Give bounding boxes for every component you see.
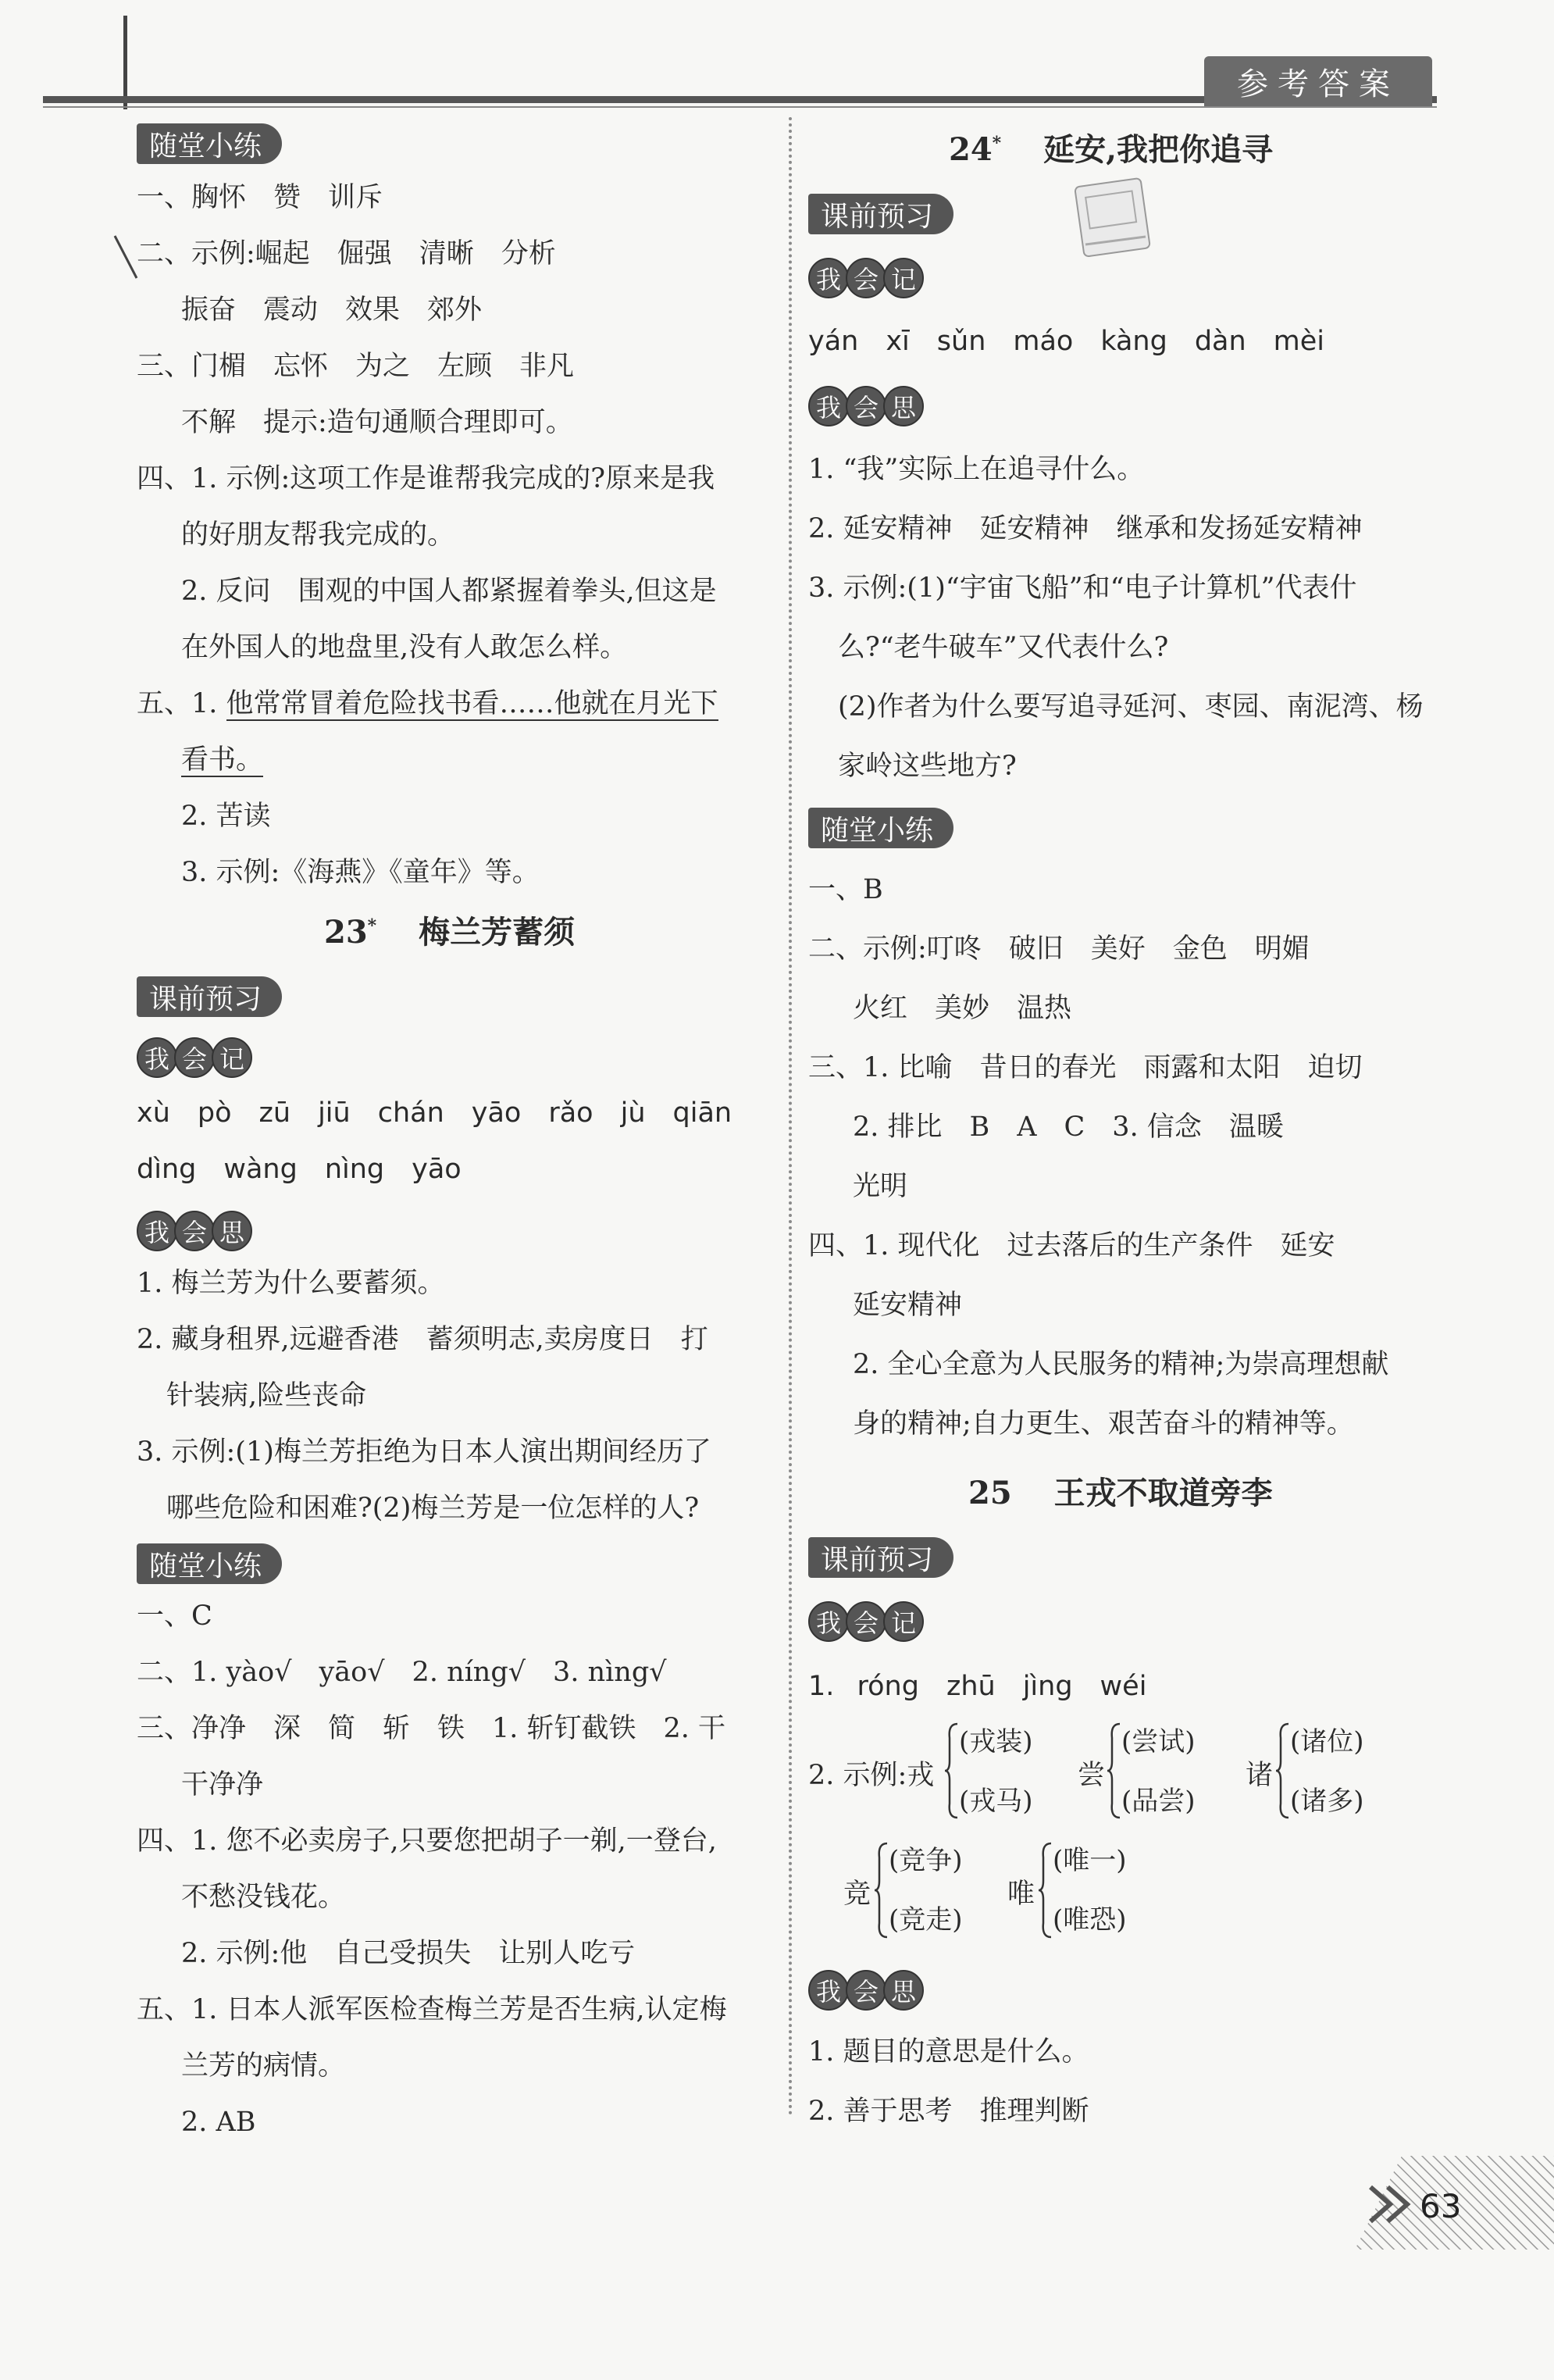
lesson-title-text: 王戎不取道旁李 [1053, 1475, 1273, 1511]
answer-line: 么?“老牛破车”又代表什么? [838, 632, 1169, 663]
lesson-title-23 [324, 908, 575, 952]
header-margin-line [123, 16, 127, 109]
answer-line: 二、1. yào√ yāo√ 2. níng√ 3. nìng√ [137, 1657, 667, 1688]
brace-icon [1274, 1722, 1290, 1820]
tag-char: 记 [212, 1037, 252, 1078]
tag-char: 记 [883, 1601, 924, 1642]
brace-char: 竞 [843, 1879, 871, 1910]
brace-item: (竞争) [889, 1845, 963, 1876]
answer-line: (2)作者为什么要写追寻延河、枣园、南泥湾、杨 [838, 691, 1424, 723]
answer-line: 家岭这些地方? [838, 751, 1017, 782]
answer-line: 火红 美妙 温热 [853, 993, 1072, 1024]
answer-line: 振奋 震动 效果 郊外 [181, 294, 483, 326]
answer-line: 不解 提示:造句通顺合理即可。 [181, 407, 573, 438]
lesson-title-25 [968, 1468, 1273, 1513]
answer-line: 哪些危险和困难?(2)梅兰芳是一位怎样的人? [166, 1493, 700, 1524]
answer-prefix: 五、1. [137, 688, 226, 719]
lesson-mark: * [367, 915, 377, 937]
answer-line: 干净净 [181, 1769, 264, 1800]
answer-line [137, 686, 718, 722]
section-tag-preview: 课前预习 [808, 1537, 953, 1578]
answer-line: 五、1. 日本人派军医检查梅兰芳是否生病,认定梅 [137, 1994, 727, 2025]
tag-char: 记 [883, 258, 924, 298]
lesson-number: 24 [949, 131, 993, 168]
tag-char: 会 [846, 1970, 886, 2011]
subsection-tag-think [137, 1211, 249, 1251]
section-tag-practice: 随堂小练 [137, 123, 282, 164]
subsection-tag-think [808, 1970, 921, 2011]
answer-line: 四、1. 现代化 过去落后的生产条件 延安 [808, 1230, 1335, 1261]
pinyin-line: xù pò zū jiū chán yāo rǎo jù qiān [137, 1097, 732, 1129]
brace-item: (品尝) [1121, 1786, 1196, 1817]
answer-key-tag: 参考答案 [1204, 56, 1432, 106]
answer-line: 3. 示例:《海燕》《童年》等。 [181, 857, 540, 888]
brace-icon [873, 1842, 889, 1939]
answer-line: 一、胸怀 赞 训斥 [137, 182, 383, 213]
answer-line: 一、C [137, 1600, 212, 1632]
tag-char: 会 [846, 1601, 886, 1642]
subsection-tag-remember [808, 1601, 921, 1642]
answer-line: 1. 梅兰芳为什么要蓄须。 [137, 1268, 445, 1299]
tag-char: 思 [883, 386, 924, 426]
tag-char: 我 [137, 1211, 177, 1251]
tag-char: 会 [846, 386, 886, 426]
tag-char: 我 [137, 1037, 177, 1078]
tag-char: 思 [212, 1211, 252, 1251]
brace-item: (唯一) [1053, 1845, 1127, 1876]
answer-line: 3. 示例:(1)梅兰芳拒绝为日本人演出期间经历了 [137, 1436, 711, 1468]
tag-char: 会 [846, 258, 886, 298]
answer-line: 四、1. 您不必卖房子,只要您把胡子一剃,一登台, [137, 1825, 717, 1857]
brace-item: (戎装) [959, 1726, 1033, 1757]
section-tag-preview: 课前预习 [137, 976, 282, 1017]
answer-line: 2. 示例:他 自己受损失 让别人吃亏 [181, 1938, 636, 1969]
answer-line: 三、门楣 忘怀 为之 左顾 非凡 [137, 351, 575, 382]
section-tag-practice: 随堂小练 [808, 808, 953, 848]
brace-icon [1037, 1842, 1053, 1939]
answer-line: 兰芳的病情。 [181, 2050, 346, 2082]
stamp-logo [1071, 170, 1157, 272]
pinyin-line: yán xī sǔn máo kàng dàn mèi [808, 326, 1325, 357]
answer-line: 二、示例:叮咚 破旧 美好 金色 明媚 [808, 933, 1310, 965]
lesson-number: 25 [968, 1475, 1012, 1511]
tag-char: 思 [883, 1970, 924, 2011]
tag-char: 我 [808, 1970, 849, 2011]
underlined-answer: 看书。 [181, 744, 264, 776]
subsection-tag-think [808, 386, 921, 426]
answer-line: 1. “我”实际上在追寻什么。 [808, 454, 1145, 485]
answer-line: 二、示例:崛起 倔强 清晰 分析 [137, 238, 556, 269]
answer-line: 3. 示例:(1)“宇宙飞船”和“电子计算机”代表什 [808, 573, 1357, 604]
brace-char: 唯 [1007, 1879, 1035, 1910]
answer-line: 身的精神;自力更生、艰苦奋斗的精神等。 [853, 1408, 1354, 1440]
lesson-title-text: 延安,我把你追寻 [1043, 131, 1274, 168]
answer-line: 的好朋友帮我完成的。 [181, 519, 455, 551]
answer-line: 2. AB [181, 2107, 256, 2138]
tag-char: 会 [174, 1211, 215, 1251]
answer-line: 2. 延安精神 延安精神 继承和发扬延安精神 [808, 513, 1363, 544]
answer-line: 2. 全心全意为人民服务的精神;为崇高理想献 [853, 1349, 1389, 1380]
answer-line: 2. 苦读 [181, 801, 271, 832]
answer-line: 不愁没钱花。 [181, 1882, 346, 1913]
column-divider [789, 117, 792, 2117]
lesson-title-24 [949, 125, 1273, 169]
brace-char: 诸 [1246, 1760, 1274, 1791]
answer-line: 三、1. 比喻 昔日的春光 雨露和太阳 迫切 [808, 1052, 1363, 1083]
underlined-answer: 他常常冒着危险找书看……他就在月光下 [226, 688, 718, 719]
answer-line: 2. 善于思考 推理判断 [808, 2096, 1089, 2127]
answer-line [181, 742, 263, 778]
answer-line: 2. 反问 围观的中国人都紧握着拳头,但这是 [181, 576, 717, 607]
answer-line: 2. 排比 B A C 3. 信念 温暖 [853, 1111, 1284, 1143]
brace-item: (诸多) [1290, 1786, 1364, 1817]
brace-item: (竞走) [889, 1904, 963, 1936]
tag-char: 我 [808, 386, 849, 426]
lesson-mark: * [992, 133, 1002, 154]
pinyin-line: 1. róng zhū jìng wéi [808, 1671, 1147, 1702]
brace-item: (尝试) [1121, 1726, 1196, 1757]
section-tag-preview: 课前预习 [808, 194, 953, 234]
answer-line: 四、1. 示例:这项工作是谁帮我完成的?原来是我 [137, 463, 715, 494]
tag-char: 会 [174, 1037, 215, 1078]
subsection-tag-remember [137, 1037, 249, 1078]
tag-char: 我 [808, 258, 849, 298]
subsection-tag-remember [808, 258, 921, 298]
answer-line: 一、B [808, 874, 883, 905]
answer-line: 2. 藏身租界,远避香港 蓄须明志,卖房度日 打 [137, 1324, 708, 1355]
brace-item: (戎马) [959, 1786, 1033, 1817]
page-number: 63 [1420, 2187, 1462, 2225]
brace-icon [1106, 1722, 1121, 1820]
header-rule-thin [43, 106, 1437, 108]
brace-char: 尝 [1078, 1760, 1106, 1791]
brace-prefix: 2. 示例:戎 [808, 1760, 935, 1791]
brace-item: (唯恐) [1053, 1904, 1127, 1936]
tag-char: 我 [808, 1601, 849, 1642]
answer-line: 三、净净 深 简 斩 铁 1. 斩钉截铁 2. 干 [137, 1713, 726, 1744]
answer-line: 延安精神 [853, 1290, 963, 1321]
answer-line: 在外国人的地盘里,没有人敢怎么样。 [181, 632, 628, 663]
section-tag-practice: 随堂小练 [137, 1543, 282, 1584]
answer-line: 光明 [853, 1171, 908, 1202]
answer-line: 针装病,险些丧命 [166, 1380, 367, 1411]
brace-icon [943, 1722, 959, 1820]
brace-item: (诸位) [1290, 1726, 1364, 1757]
answer-line: 1. 题目的意思是什么。 [808, 2036, 1089, 2068]
pinyin-line: dìng wàng nìng yāo [137, 1154, 462, 1185]
lesson-number: 23 [324, 914, 368, 951]
lesson-title-text: 梅兰芳蓄须 [419, 914, 576, 951]
